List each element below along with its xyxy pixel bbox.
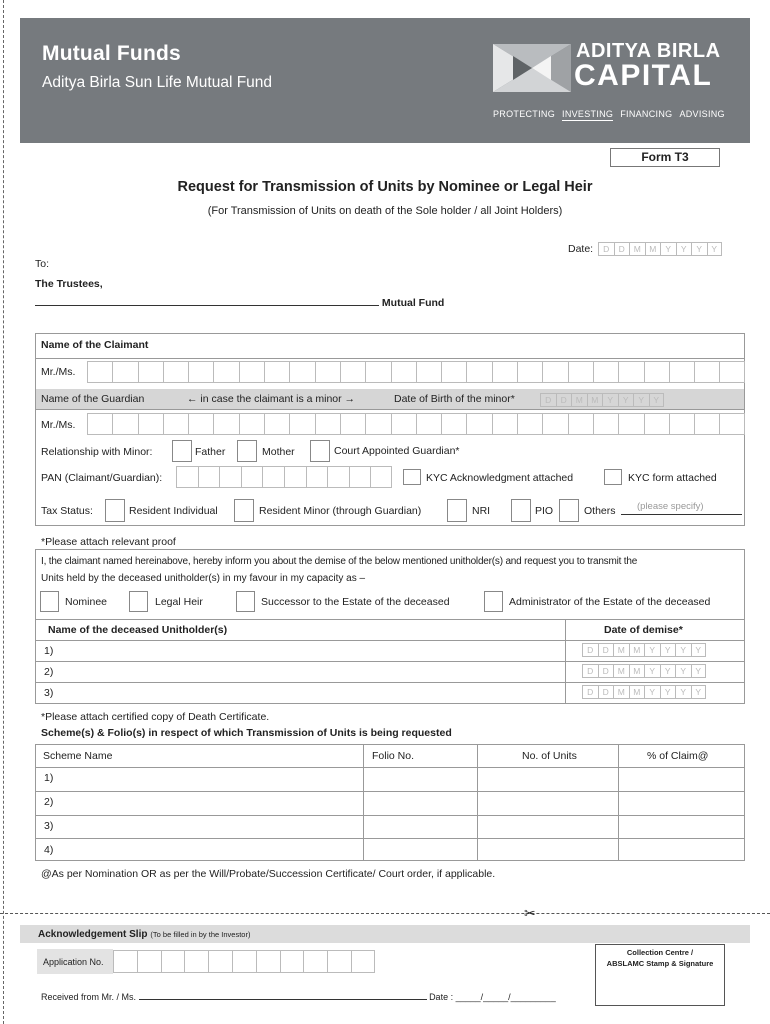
header-banner (20, 18, 750, 143)
claimant-heading: Name of the Claimant (41, 339, 149, 351)
char-cell[interactable] (306, 466, 328, 488)
char-cell[interactable] (315, 361, 340, 383)
char-cell[interactable] (719, 413, 744, 435)
date-box[interactable]: M (629, 643, 645, 657)
app-no-field[interactable] (113, 950, 375, 973)
declaration-line-1: I, the claimant named hereinabove, hereby inform you about the demise of the below mentioned unitholder(s) and request you to transmit the (41, 556, 638, 567)
char-cell[interactable] (719, 361, 744, 383)
folio-no-header: Folio No. (372, 750, 415, 762)
cut-line-vertical (3, 0, 4, 1024)
father-label: Father (195, 446, 226, 458)
char-cell[interactable] (542, 361, 567, 383)
date-box[interactable]: M (629, 685, 645, 699)
brand-name-bottom: CAPITAL (574, 59, 713, 92)
pan-label: PAN (Claimant/Guardian): (41, 472, 163, 484)
minor-note: ← in case the claimant is a minor → (187, 393, 356, 405)
ack-title-wrap (38, 928, 250, 940)
date-box[interactable]: D (540, 393, 556, 407)
date-box[interactable]: Y (676, 242, 692, 256)
ack-title: Acknowledgement Slip (38, 929, 148, 940)
claimant-name-field[interactable] (87, 361, 745, 383)
date-box[interactable]: D (598, 242, 614, 256)
char-cell[interactable] (239, 361, 264, 383)
date-box[interactable]: Y (691, 685, 707, 699)
char-cell[interactable] (112, 413, 137, 435)
successor-checkbox[interactable] (236, 591, 255, 612)
deceased-row-2: 2) (44, 666, 54, 678)
char-cell[interactable] (593, 361, 618, 383)
char-cell[interactable] (694, 361, 719, 383)
father-checkbox[interactable] (172, 440, 192, 462)
others-checkbox[interactable] (559, 499, 579, 522)
char-cell[interactable] (113, 950, 137, 973)
char-cell[interactable] (264, 413, 289, 435)
fund-name-field[interactable] (35, 305, 379, 306)
char-cell[interactable] (163, 413, 188, 435)
char-cell[interactable] (176, 466, 198, 488)
char-cell[interactable] (644, 413, 669, 435)
date-box[interactable]: Y (675, 685, 691, 699)
char-cell[interactable] (618, 413, 643, 435)
char-cell[interactable] (391, 413, 416, 435)
deceased-row-1: 1) (44, 645, 54, 657)
app-no-label: Application No. (43, 957, 104, 967)
char-cell[interactable] (441, 361, 466, 383)
char-cell[interactable] (289, 361, 314, 383)
demise-date-1[interactable] (582, 643, 706, 657)
tax-status-label: Tax Status: (41, 505, 93, 517)
date-box[interactable]: Y (644, 685, 660, 699)
char-cell[interactable] (542, 413, 567, 435)
received-from-label: Received from Mr. / Ms. (41, 992, 137, 1002)
date-box[interactable]: Y (602, 393, 618, 407)
to-label: To: (35, 258, 50, 270)
char-cell[interactable] (466, 361, 491, 383)
date-box[interactable]: Y (691, 643, 707, 657)
nominee-label: Nominee (65, 596, 108, 608)
mother-checkbox[interactable] (237, 440, 257, 462)
char-cell[interactable] (492, 361, 517, 383)
date-box[interactable]: Y (691, 242, 707, 256)
tagline-word: PROTECTING (493, 109, 556, 119)
tagline-word: INVESTING (562, 109, 614, 119)
mother-label: Mother (262, 446, 295, 458)
char-cell[interactable] (241, 466, 263, 488)
char-cell[interactable] (138, 413, 163, 435)
guardian-mrms-label: Mr./Ms. (41, 419, 76, 431)
date-box[interactable]: M (587, 393, 603, 407)
death-certificate-note: *Please attach certified copy of Death Certificate. (41, 711, 270, 723)
administrator-checkbox[interactable] (484, 591, 503, 612)
date-box[interactable]: Y (644, 664, 660, 678)
char-cell[interactable] (138, 361, 163, 383)
date-box[interactable]: M (613, 685, 629, 699)
char-cell[interactable] (219, 466, 241, 488)
date-box[interactable]: Y (660, 643, 676, 657)
nominee-checkbox[interactable] (40, 591, 59, 612)
proof-note: *Please attach relevant proof (41, 536, 176, 548)
char-cell[interactable] (87, 361, 112, 383)
char-cell[interactable] (340, 413, 365, 435)
scissors-icon: ✂ (524, 905, 536, 921)
kyc-ack-checkbox[interactable] (403, 469, 421, 485)
successor-label: Successor to the Estate of the deceased (261, 596, 450, 608)
ack-date-field[interactable]: : _____/_____/_________ (450, 992, 556, 1002)
court-guardian-checkbox[interactable] (310, 440, 330, 462)
char-cell[interactable] (315, 413, 340, 435)
char-cell[interactable] (391, 361, 416, 383)
stamp-signature-label: ABSLAMC Stamp & Signature (606, 959, 714, 968)
char-cell[interactable] (370, 466, 392, 488)
others-specify-field[interactable] (621, 501, 742, 515)
char-cell[interactable] (239, 413, 264, 435)
nri-checkbox[interactable] (447, 499, 467, 522)
char-cell[interactable] (232, 950, 256, 973)
char-cell[interactable] (517, 361, 542, 383)
char-cell[interactable] (213, 361, 238, 383)
char-cell[interactable] (568, 413, 593, 435)
date-box[interactable]: Y (644, 643, 660, 657)
pan-field[interactable] (176, 466, 392, 488)
pio-label: PIO (535, 505, 554, 517)
date-of-demise-header: Date of demise* (604, 624, 683, 636)
date-field[interactable] (598, 242, 722, 256)
date-box[interactable]: D (582, 643, 598, 657)
char-cell[interactable] (694, 413, 719, 435)
char-cell[interactable] (188, 361, 213, 383)
ack-date-label: Date (429, 992, 449, 1002)
char-cell[interactable] (327, 466, 349, 488)
date-box[interactable]: M (629, 242, 645, 256)
char-cell[interactable] (280, 950, 304, 973)
date-box[interactable]: Y (660, 685, 676, 699)
mutual-fund-label: Mutual Fund (381, 297, 445, 309)
header-subtitle: Aditya Birla Sun Life Mutual Fund (42, 74, 273, 91)
date-box[interactable]: Y (707, 242, 723, 256)
char-cell[interactable] (264, 361, 289, 383)
date-box[interactable]: M (613, 664, 629, 678)
header-title: Mutual Funds (42, 42, 181, 65)
scheme-row-1: 1) (44, 772, 54, 784)
date-box[interactable]: D (582, 685, 598, 699)
kyc-ack-label: KYC Acknowledgment attached (426, 472, 574, 484)
date-label: Date: (568, 243, 594, 255)
char-cell[interactable] (669, 413, 694, 435)
administrator-label: Administrator of the Estate of the deceased (509, 596, 711, 608)
char-cell[interactable] (163, 361, 188, 383)
received-from-field[interactable] (139, 999, 427, 1000)
trustees-label: The Trustees, (35, 278, 103, 290)
date-box[interactable]: D (556, 393, 572, 407)
demise-date-2[interactable] (582, 664, 706, 678)
date-box[interactable]: M (571, 393, 587, 407)
claimant-mrms-label: Mr./Ms. (41, 366, 76, 378)
date-box[interactable]: Y (675, 643, 691, 657)
resident-minor-checkbox[interactable] (234, 499, 254, 522)
aditya-birla-logo-icon (493, 44, 571, 92)
char-cell[interactable] (466, 413, 491, 435)
deceased-row-3: 3) (44, 687, 54, 699)
guardian-name-field[interactable] (87, 413, 745, 435)
char-cell[interactable] (365, 413, 390, 435)
units-header: No. of Units (522, 750, 577, 762)
scheme-row-2: 2) (44, 796, 54, 808)
date-box[interactable]: Y (675, 664, 691, 678)
date-box[interactable]: Y (618, 393, 634, 407)
char-cell[interactable] (137, 950, 161, 973)
date-box[interactable]: M (613, 643, 629, 657)
date-box[interactable]: D (598, 685, 614, 699)
date-box[interactable]: D (582, 664, 598, 678)
date-box[interactable]: Y (660, 664, 676, 678)
resident-minor-label: Resident Minor (through Guardian) (259, 505, 422, 517)
legal-heir-checkbox[interactable] (129, 591, 148, 612)
claim-percent-header: % of Claim@ (647, 750, 709, 762)
date-box[interactable]: M (629, 664, 645, 678)
claim-basis-note: @As per Nomination OR as per the Will/Probate/Succession Certificate/ Court order, if applicable. (41, 868, 496, 880)
char-cell[interactable] (303, 950, 327, 973)
char-cell[interactable] (365, 361, 390, 383)
date-box[interactable]: D (598, 643, 614, 657)
kyc-form-label: KYC form attached (628, 472, 717, 484)
scheme-name-header: Scheme Name (43, 750, 113, 762)
char-cell[interactable] (618, 361, 643, 383)
others-label: Others (584, 505, 616, 517)
char-cell[interactable] (669, 361, 694, 383)
char-cell[interactable] (262, 466, 284, 488)
brand-tagline (493, 109, 725, 121)
char-cell[interactable] (284, 466, 306, 488)
form-code-badge: Form T3 (610, 148, 720, 167)
char-cell[interactable] (208, 950, 232, 973)
date-box[interactable]: D (598, 664, 614, 678)
char-cell[interactable] (340, 361, 365, 383)
declaration-line-2: Units held by the deceased unitholder(s) in my favour in my capacity as – (41, 573, 366, 584)
char-cell[interactable] (198, 466, 220, 488)
guardian-label: Name of the Guardian (41, 393, 145, 405)
schemes-heading: Scheme(s) & Folio(s) in respect of which Transmission of Units is being requested (41, 727, 452, 739)
date-box[interactable]: Y (691, 664, 707, 678)
tagline-word: FINANCING (620, 109, 673, 119)
char-cell[interactable] (416, 361, 441, 383)
char-cell[interactable] (568, 361, 593, 383)
char-cell[interactable] (351, 950, 375, 973)
court-guardian-label: Court Appointed Guardian* (334, 445, 460, 457)
relationship-label: Relationship with Minor: (41, 446, 153, 458)
minor-dob-label: Date of Birth of the minor* (394, 393, 515, 405)
char-cell[interactable] (327, 950, 351, 973)
collection-centre-label: Collection Centre / (626, 948, 694, 957)
scheme-row-4: 4) (44, 844, 54, 856)
date-box[interactable]: Y (660, 242, 676, 256)
char-cell[interactable] (644, 361, 669, 383)
char-cell[interactable] (213, 413, 238, 435)
char-cell[interactable] (517, 413, 542, 435)
char-cell[interactable] (184, 950, 208, 973)
char-cell[interactable] (112, 361, 137, 383)
ack-note: (To be filled in by the Investor) (150, 930, 251, 939)
date-box[interactable]: Y (633, 393, 649, 407)
minor-dob-field[interactable] (540, 393, 664, 407)
others-specify-hint: (please specify) (637, 501, 704, 512)
nri-label: NRI (472, 505, 491, 517)
pio-checkbox[interactable] (511, 499, 531, 522)
brand-name-top: ADITYA BIRLA (576, 40, 721, 62)
char-cell[interactable] (256, 950, 280, 973)
char-cell[interactable] (161, 950, 185, 973)
char-cell[interactable] (289, 413, 314, 435)
char-cell[interactable] (416, 413, 441, 435)
cut-line-horizontal (0, 913, 770, 914)
tagline-word: ADVISING (679, 109, 725, 119)
date-box[interactable]: D (614, 242, 630, 256)
char-cell[interactable] (441, 413, 466, 435)
char-cell[interactable] (593, 413, 618, 435)
char-cell[interactable] (349, 466, 371, 488)
date-box[interactable]: M (645, 242, 661, 256)
form-title: Request for Transmission of Units by Nominee or Legal Heir (177, 179, 593, 195)
form-subtitle: (For Transmission of Units on death of the Sole holder / all Joint Holders) (207, 205, 563, 217)
demise-date-3[interactable] (582, 685, 706, 699)
deceased-name-header: Name of the deceased Unitholder(s) (48, 624, 228, 636)
kyc-form-checkbox[interactable] (604, 469, 622, 485)
resident-individual-label: Resident Individual (129, 505, 218, 517)
char-cell[interactable] (492, 413, 517, 435)
received-from-wrap (41, 992, 556, 1002)
char-cell[interactable] (188, 413, 213, 435)
char-cell[interactable] (87, 413, 112, 435)
legal-heir-label: Legal Heir (155, 596, 203, 608)
resident-individual-checkbox[interactable] (105, 499, 125, 522)
date-box[interactable]: Y (649, 393, 665, 407)
scheme-row-3: 3) (44, 820, 54, 832)
